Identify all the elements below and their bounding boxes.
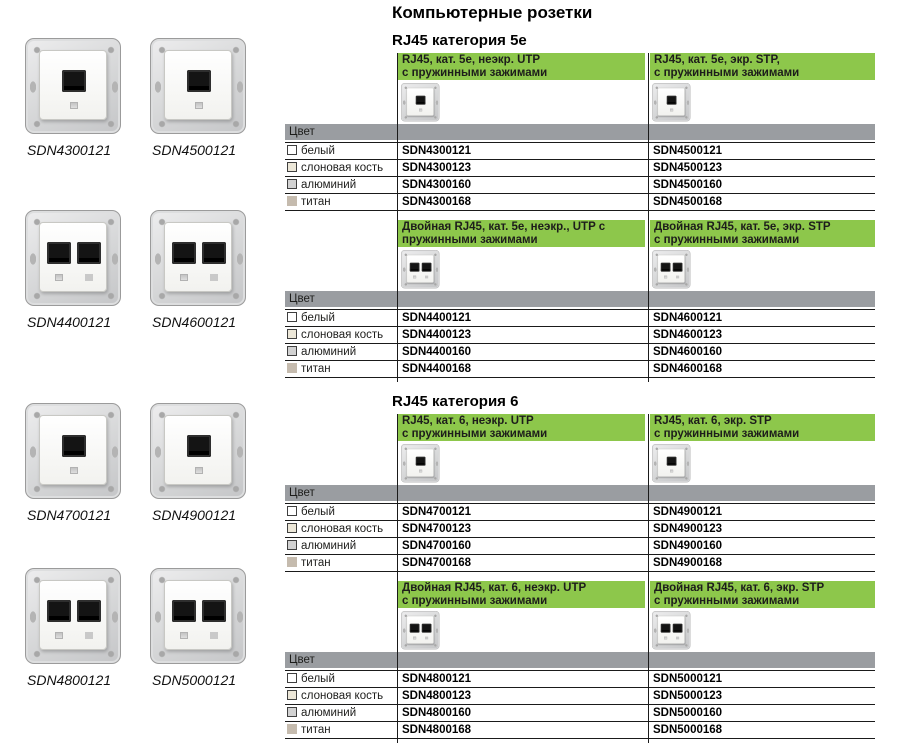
color-label: белый — [301, 506, 335, 518]
color-label: слоновая кость — [301, 162, 384, 174]
rj45-socket-image — [150, 38, 246, 134]
product-code-cell: SDN4300168 — [402, 196, 472, 208]
product-code-cell: SDN4600168 — [653, 363, 723, 375]
color-row — [285, 538, 875, 555]
product-code-cell: SDN4700160 — [402, 540, 472, 552]
rj45-jack-icon — [187, 435, 211, 457]
color-row — [285, 143, 875, 160]
product-photo — [401, 611, 441, 651]
color-swatch — [287, 724, 297, 734]
color-row — [285, 310, 875, 327]
color-swatch — [287, 540, 297, 550]
color-label: слоновая кость — [301, 523, 384, 535]
rj45-socket-image — [25, 568, 121, 664]
product-photo-row — [285, 608, 875, 652]
rj45-socket-image — [150, 210, 246, 306]
color-row — [285, 555, 875, 572]
product-photo — [652, 611, 692, 651]
product-figure — [25, 210, 125, 330]
table — [285, 220, 875, 378]
page-title: Компьютерные розетки — [392, 3, 593, 22]
product-figure — [150, 403, 250, 523]
color-row — [285, 361, 875, 378]
product-code-cell: SDN4600160 — [653, 346, 723, 358]
rj45-socket-image — [25, 210, 121, 306]
rj45-jack-icon — [202, 242, 226, 264]
product-code-cell: SDN4400168 — [402, 363, 472, 375]
rj45-jack-icon — [673, 263, 683, 272]
color-label: титан — [301, 557, 331, 569]
color-swatch — [287, 557, 297, 567]
product-code-cell: SDN4500123 — [653, 162, 723, 174]
rj45-jack-icon — [172, 242, 196, 264]
color-label: белый — [301, 312, 335, 324]
product-code-cell: SDN5000160 — [653, 707, 723, 719]
color-label: алюминий — [301, 707, 357, 719]
table-header-row — [285, 220, 875, 247]
rj45-jack-icon — [47, 242, 71, 264]
color-label: белый — [301, 145, 335, 157]
rj45-jack-icon — [416, 457, 426, 466]
section-tables — [285, 53, 875, 382]
table-header-row — [285, 581, 875, 608]
product-photo — [401, 83, 441, 123]
product-code-cell: SDN4700121 — [402, 506, 472, 518]
product-code-cell: SDN4900121 — [653, 506, 723, 518]
product-code-cell: SDN4300160 — [402, 179, 472, 191]
product-code-cell: SDN4800160 — [402, 707, 472, 719]
product-figure — [25, 568, 125, 688]
product-code-cell: SDN4600121 — [653, 312, 723, 324]
color-row — [285, 705, 875, 722]
color-header-row: Цвет — [285, 291, 875, 307]
network-emblem-icon — [195, 102, 203, 109]
rj45-jack-icon — [661, 263, 671, 272]
color-row — [285, 344, 875, 361]
section-heading: RJ45 категория 5e — [392, 32, 527, 49]
color-row — [285, 688, 875, 705]
product-caption: SDN4600121 — [152, 314, 237, 330]
product-caption: SDN4400121 — [27, 314, 112, 330]
rj45-jack-icon — [661, 624, 671, 633]
rj45-jack-icon — [62, 435, 86, 457]
product-code-cell: SDN4400123 — [402, 329, 472, 341]
color-header-row: Цвет — [285, 652, 875, 668]
variant-header-cell: RJ45, кат. 5е, экр. STP, с пружинными зажимами — [650, 53, 875, 80]
product-photo-row — [285, 80, 875, 124]
color-row — [285, 160, 875, 177]
table-header-row — [285, 414, 875, 441]
variant-header-cell: Двойная RJ45, кат. 5е, неэкр., UTP с пружинными зажимами — [398, 220, 645, 247]
table-header-row — [285, 53, 875, 80]
rj45-jack-icon — [62, 70, 86, 92]
product-figure — [150, 210, 250, 330]
rj45-socket-image — [150, 568, 246, 664]
network-emblem-icon — [55, 274, 63, 281]
color-swatch — [287, 506, 297, 516]
product-figure — [150, 38, 250, 158]
column-divider — [648, 53, 649, 382]
color-swatch — [287, 707, 297, 717]
color-label: титан — [301, 196, 331, 208]
product-photo-row — [285, 247, 875, 291]
color-swatch — [287, 196, 297, 206]
color-row — [285, 327, 875, 344]
product-code-cell: SDN4800121 — [402, 673, 472, 685]
rj45-socket-image — [25, 403, 121, 499]
table — [285, 53, 875, 211]
product-code-cell: SDN5000168 — [653, 724, 723, 736]
rj45-jack-icon — [673, 624, 683, 633]
product-code-cell: SDN4900168 — [653, 557, 723, 569]
product-code-cell: SDN4500121 — [653, 145, 723, 157]
network-emblem-icon — [70, 102, 78, 109]
section-heading: RJ45 категория 6 — [392, 393, 519, 410]
color-swatch — [287, 179, 297, 189]
color-label: титан — [301, 724, 331, 736]
color-swatch — [287, 312, 297, 322]
table — [285, 414, 875, 572]
color-row — [285, 722, 875, 739]
color-row — [285, 177, 875, 194]
product-code-cell: SDN4400121 — [402, 312, 472, 324]
network-emblem-icon — [70, 467, 78, 474]
product-photo — [652, 250, 692, 290]
rj45-socket-image — [25, 38, 121, 134]
network-emblem-icon — [55, 632, 63, 639]
product-caption: SDN4800121 — [27, 672, 112, 688]
color-label: белый — [301, 673, 335, 685]
color-header-row: Цвет — [285, 124, 875, 140]
product-figure — [150, 568, 250, 688]
color-row — [285, 504, 875, 521]
column-divider — [648, 414, 649, 743]
color-swatch — [287, 523, 297, 533]
product-figure — [25, 38, 125, 158]
rj45-jack-icon — [416, 96, 426, 105]
product-figure — [25, 403, 125, 523]
color-label: титан — [301, 363, 331, 375]
product-caption: SDN4700121 — [27, 507, 112, 523]
product-code-cell: SDN4800168 — [402, 724, 472, 736]
rj45-jack-icon — [667, 457, 677, 466]
product-code-cell: SDN4500168 — [653, 196, 723, 208]
product-code-cell: SDN4400160 — [402, 346, 472, 358]
product-code-cell: SDN4700123 — [402, 523, 472, 535]
color-swatch — [287, 346, 297, 356]
rj45-jack-icon — [422, 263, 432, 272]
color-row — [285, 671, 875, 688]
color-swatch — [287, 145, 297, 155]
rj45-jack-icon — [77, 600, 101, 622]
product-code-cell: SDN4300123 — [402, 162, 472, 174]
product-photo — [652, 83, 692, 123]
product-code-cell: SDN4900160 — [653, 540, 723, 552]
color-swatch — [287, 673, 297, 683]
product-code-cell: SDN4600123 — [653, 329, 723, 341]
catalogue-column — [285, 0, 902, 743]
color-row — [285, 521, 875, 538]
product-code-cell: SDN4900123 — [653, 523, 723, 535]
product-photo — [401, 250, 441, 290]
product-caption: SDN4500121 — [152, 142, 237, 158]
column-divider — [397, 53, 398, 382]
rj45-jack-icon — [187, 70, 211, 92]
product-gallery — [0, 0, 285, 750]
color-label: слоновая кость — [301, 690, 384, 702]
network-emblem-icon — [195, 467, 203, 474]
product-code-cell: SDN4800123 — [402, 690, 472, 702]
color-swatch — [287, 363, 297, 373]
rj45-jack-icon — [47, 600, 71, 622]
rj45-socket-image — [150, 403, 246, 499]
product-caption: SDN4900121 — [152, 507, 237, 523]
color-header-row: Цвет — [285, 485, 875, 501]
product-photo — [401, 444, 441, 484]
table — [285, 581, 875, 739]
product-caption: SDN5000121 — [152, 672, 237, 688]
product-code-cell: SDN5000123 — [653, 690, 723, 702]
color-swatch — [287, 329, 297, 339]
color-swatch — [287, 162, 297, 172]
rj45-jack-icon — [410, 263, 420, 272]
color-swatch — [287, 690, 297, 700]
rj45-jack-icon — [422, 624, 432, 633]
rj45-jack-icon — [172, 600, 196, 622]
variant-header-cell: Двойная RJ45, кат. 6, экр. STP с пружинными зажимами — [650, 581, 875, 608]
rj45-jack-icon — [410, 624, 420, 633]
network-emblem-icon — [180, 274, 188, 281]
product-code-cell: SDN5000121 — [653, 673, 723, 685]
column-divider — [397, 414, 398, 743]
variant-header-cell: Двойная RJ45, кат. 6, неэкр. UTP с пружинными зажимами — [398, 581, 645, 608]
rj45-jack-icon — [667, 96, 677, 105]
product-code-cell: SDN4700168 — [402, 557, 472, 569]
variant-header-cell: Двойная RJ45, кат. 5е, экр. STP с пружинными зажимами — [650, 220, 875, 247]
product-caption: SDN4300121 — [27, 142, 112, 158]
color-label: алюминий — [301, 346, 357, 358]
color-label: слоновая кость — [301, 329, 384, 341]
variant-header-cell: RJ45, кат. 5е, неэкр. UTP с пружинными зажимами — [398, 53, 645, 80]
product-photo-row — [285, 441, 875, 485]
product-photo — [652, 444, 692, 484]
product-code-cell: SDN4500160 — [653, 179, 723, 191]
variant-header-cell: RJ45, кат. 6, неэкр. UTP с пружинными зажимами — [398, 414, 645, 441]
network-emblem-icon — [180, 632, 188, 639]
color-label: алюминий — [301, 179, 357, 191]
product-code-cell: SDN4300121 — [402, 145, 472, 157]
color-label: алюминий — [301, 540, 357, 552]
section-tables — [285, 414, 875, 743]
variant-header-cell: RJ45, кат. 6, экр. STP с пружинными зажимами — [650, 414, 875, 441]
rj45-jack-icon — [77, 242, 101, 264]
color-row — [285, 194, 875, 211]
rj45-jack-icon — [202, 600, 226, 622]
